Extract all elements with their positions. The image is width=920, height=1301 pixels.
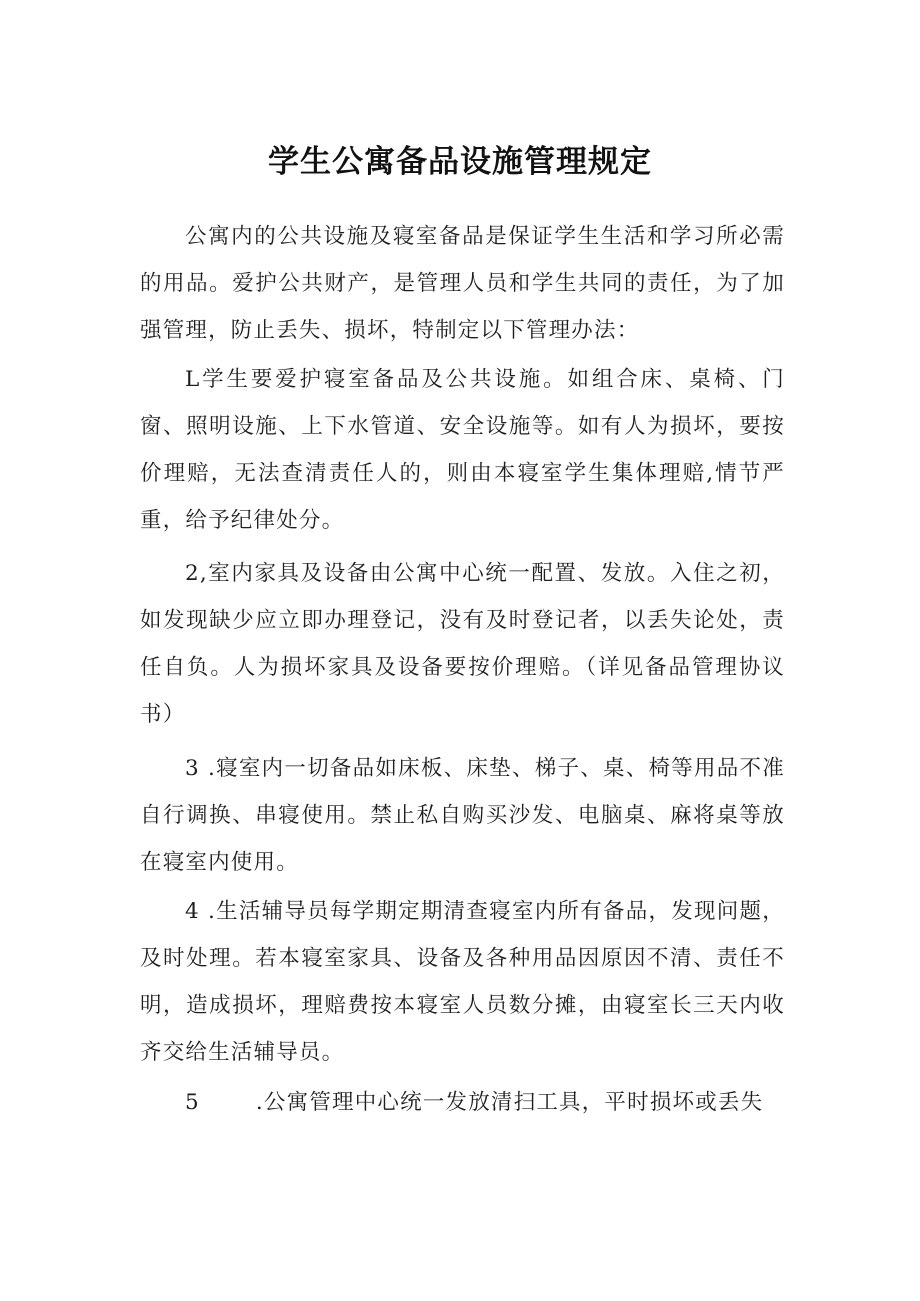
paragraph-intro (140, 213, 785, 354)
document-title: 学生公寓备品设施管理规定 (268, 144, 652, 180)
paragraph-item-3 (140, 745, 785, 886)
paragraph-text: 3 .寝室内一切备品如床板、床垫、梯子、桌、椅等用品不准自行调换、串寝使用。禁止私自购买沙发、电脑桌、麻将桌等放在寝室内使用。 (140, 756, 785, 875)
paragraph-text: 公寓内的公共设施及寝室备品是保证学生生活和学习所必需的用品。爱护公共财产，是管理人员和学生共同的责任，为了加强管理，防止丢失、损坏，特制定以下管理办法： (140, 224, 785, 343)
paragraph-text: 2,室内家具及设备由公寓中心统一配置、发放。入住之初，如发现缺少应立即办理登记，没有及时登记者，以丢失论处，责任自负。人为损坏家具及设备要按价理赔。（详见备品管理协议书） (140, 561, 785, 727)
paragraph-item-1 (140, 356, 785, 544)
paragraph-body: .公寓管理中心统一发放清扫工具，平时损坏或丢失 (255, 1090, 764, 1115)
paragraph-item-4 (140, 888, 785, 1076)
paragraph-text: L学生要爱护寝室备品及公共设施。如组合床、桌椅、门窗、照明设施、上下水管道、安全设施等。如有人为损坏，要按价理赔，无法查清责任人的，则由本寝室学生集体理赔,情节严重，给予纪律处分。 (140, 367, 785, 533)
paragraph-text (140, 1079, 785, 1126)
paragraph-text: 4 .生活辅导员每学期定期清查寝室内所有备品，发现问题，及时处理。若本寝室家具、设备及各种用品因原因不清、责任不明，造成损坏，理赔费按本寝室人员数分摊，由寝室长三天内收齐交给生活辅导员。 (140, 899, 785, 1065)
paragraph-number: 5 (185, 1090, 200, 1115)
paragraph-item-2 (140, 550, 785, 738)
paragraph-item-5 (140, 1079, 785, 1126)
